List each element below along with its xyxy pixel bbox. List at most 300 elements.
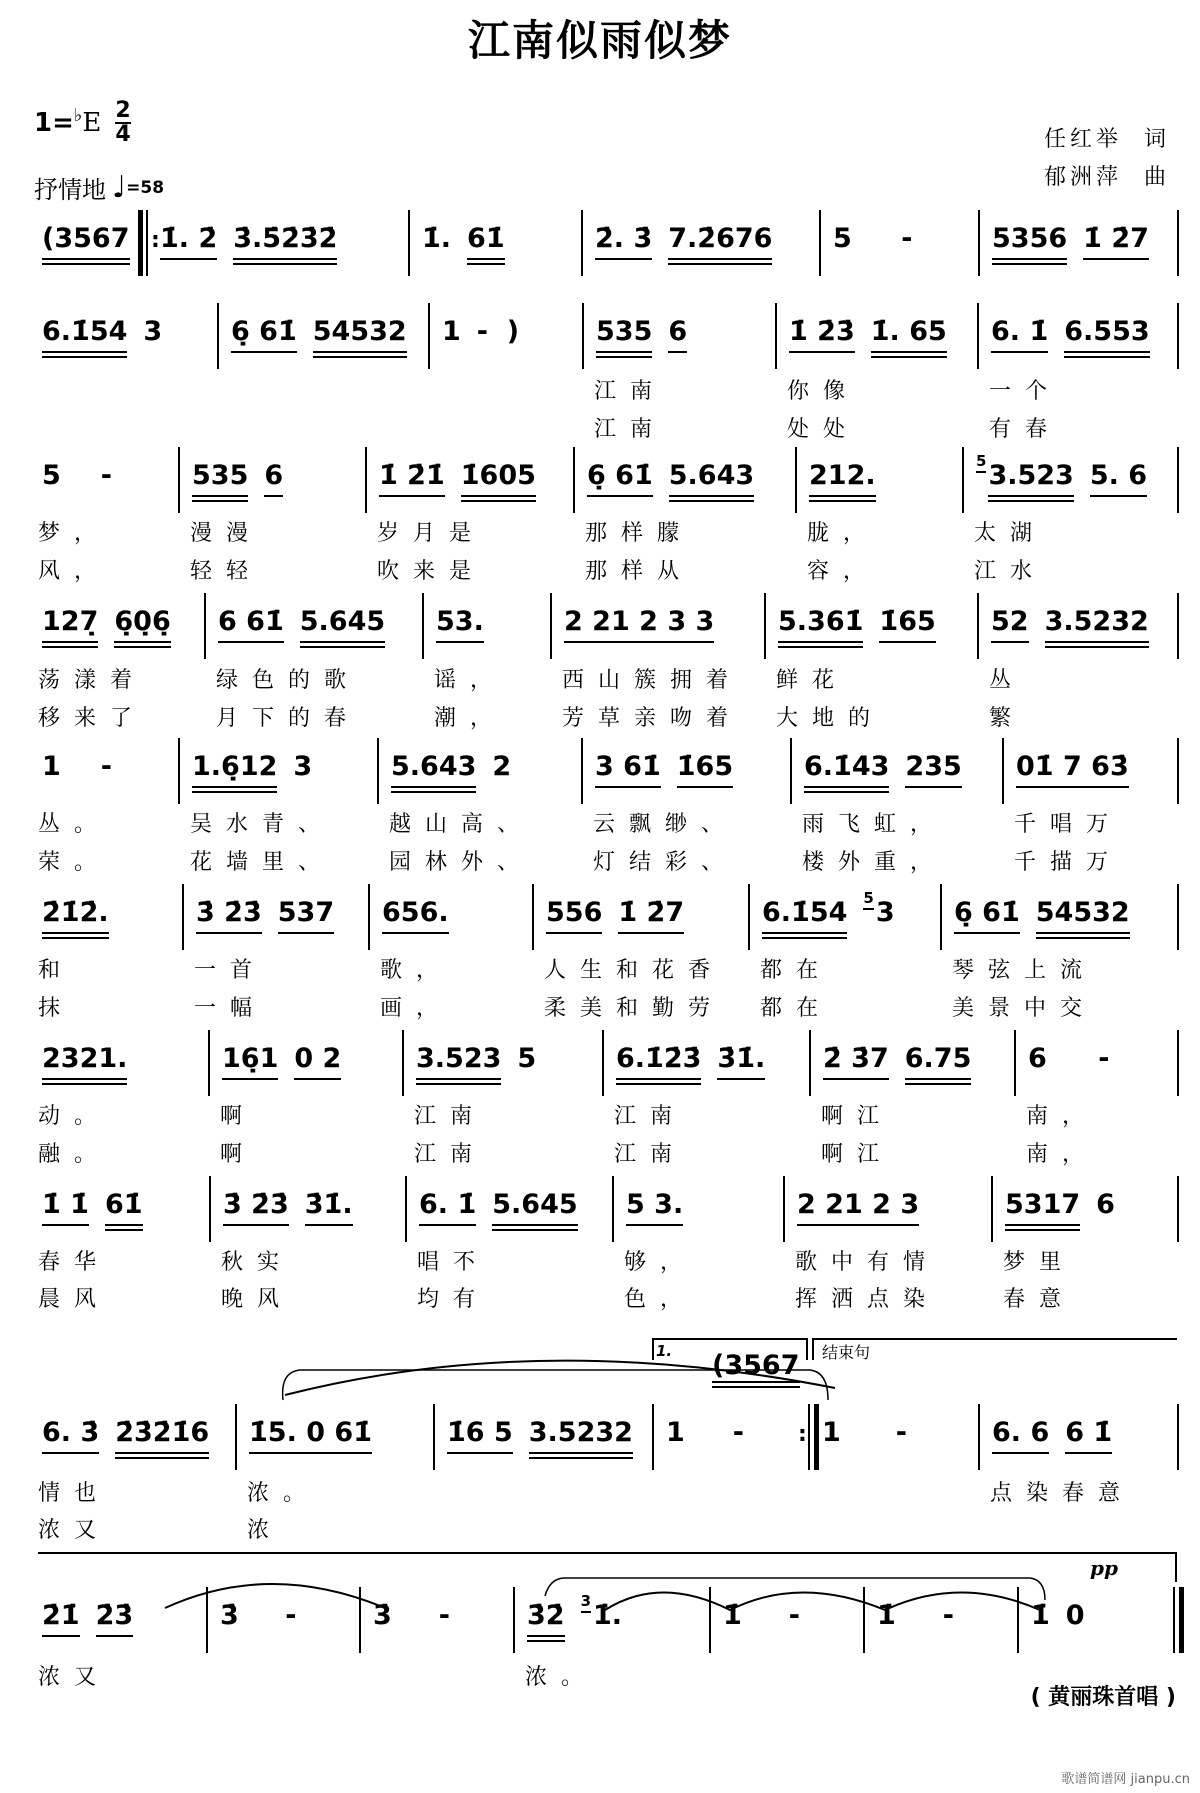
measure — [212, 1599, 361, 1649]
lyric-syllables: 动。 — [38, 1104, 111, 1129]
measure — [825, 222, 980, 272]
note-group: 235 — [905, 750, 961, 788]
measure — [34, 896, 174, 946]
measure — [814, 1416, 980, 1466]
measure — [587, 222, 821, 272]
note-group: 2̇3̇ — [96, 1599, 134, 1637]
key-note: E — [82, 108, 102, 138]
lyric-syllables: 江水 — [974, 559, 1047, 584]
lyric-syllables: 云飘缈、 — [593, 812, 738, 837]
lyric-syllables: 吴水青、 — [190, 812, 335, 837]
staff-system — [0, 1408, 1200, 1478]
lyric-syllables: 有春 — [989, 417, 1062, 442]
measure — [770, 605, 979, 655]
measure — [984, 222, 1179, 272]
lyric-syllables: 月下的春 — [216, 706, 361, 731]
note-group: 1̇ 2̇7 — [618, 896, 684, 934]
lyric-syllables: 丛。 — [38, 812, 111, 837]
quarter-note-icon: ♩ — [112, 170, 127, 205]
time-bottom: 4 — [115, 122, 131, 147]
note-group: 5. 6 — [1090, 459, 1147, 497]
measure — [34, 1042, 200, 1092]
note-group: 61̇ — [467, 222, 505, 260]
lyric-syllables: 柔美和勤劳 — [544, 996, 725, 1021]
measure — [434, 315, 584, 365]
note-group: 3̇ — [220, 1600, 239, 1631]
lyric-syllables: 融。 — [38, 1142, 111, 1167]
note-group: 5356 — [992, 222, 1067, 260]
lyric-syllables: 一个 — [989, 379, 1062, 404]
note-group: 556 — [546, 896, 602, 934]
measure — [371, 459, 575, 509]
note-group: 6 — [264, 459, 283, 497]
note-group: 6. 3̇ — [42, 1416, 99, 1454]
note-group: 5 — [517, 1043, 537, 1074]
note-group: 6̣ 61̇ — [231, 315, 297, 353]
note-group: 5.645 — [300, 605, 385, 643]
measure — [408, 1042, 604, 1092]
note-group: 1 — [442, 316, 461, 347]
note-group: 52 — [991, 605, 1029, 643]
measure — [428, 605, 552, 655]
measure — [214, 1042, 404, 1092]
measure — [34, 1599, 198, 1649]
measure — [383, 750, 583, 800]
lyric-syllables: 春华 — [38, 1250, 111, 1275]
coda-tick — [812, 1338, 814, 1360]
measure — [1023, 1599, 1175, 1649]
barline — [178, 738, 180, 804]
lyric-syllables: 秋实 — [221, 1250, 294, 1275]
lyric-syllables: 漫漫 — [190, 521, 263, 546]
lyric-syllables: 都在 — [760, 996, 833, 1021]
note-group: 1.6̣12 — [192, 750, 277, 788]
staff-system — [0, 214, 1200, 284]
note-group: 3̇2̇ — [527, 1599, 565, 1637]
note-group: 3 61̇ — [595, 750, 661, 788]
note-group: 5 3. — [626, 1188, 683, 1226]
barline — [182, 884, 184, 950]
note-group: 1̇ — [877, 1600, 896, 1631]
note-group: 6.1̇54 — [762, 896, 847, 934]
note-group: 1̇6 5 — [447, 1416, 513, 1454]
measure — [215, 1188, 407, 1238]
note-group: 6.1̇43 — [804, 750, 889, 788]
lyric-syllables: 西山簇拥着 — [562, 668, 743, 693]
staff-system — [0, 1180, 1200, 1250]
measure — [34, 1188, 201, 1238]
note-group: 6̣0̣6̣ — [114, 605, 170, 643]
measure — [579, 459, 797, 509]
note-group: - ) — [476, 316, 520, 347]
note-group: 01̇ 7 63̇ — [1016, 750, 1129, 788]
repeat-start-barline — [146, 210, 148, 276]
lyric-syllables: 够， — [624, 1250, 697, 1275]
lyric-syllables: 楼外重， — [802, 850, 947, 875]
note-group: 0 2 — [294, 1042, 341, 1080]
lyric-syllables: 谣， — [434, 668, 507, 693]
measure — [789, 1188, 993, 1238]
measure — [210, 605, 424, 655]
note-group: 2 21 2 3 — [797, 1188, 919, 1226]
lyric-syllables: 琴弦上流 — [952, 958, 1097, 983]
note-group: 3.523 — [988, 459, 1073, 497]
lyric-syllables: 美景中交 — [952, 996, 1097, 1021]
measure — [414, 222, 583, 272]
note-group: 1̇ — [723, 1600, 742, 1631]
note-group: 127̣ — [42, 605, 98, 643]
note-group: 5 — [42, 460, 61, 491]
measure — [983, 605, 1179, 655]
lyric-syllables: 移来了 — [38, 706, 147, 731]
note-group: (3567 — [42, 222, 130, 260]
note-group: 212. — [809, 459, 876, 497]
first-ending-label: 1. — [656, 1342, 673, 1360]
lyric-syllables: 一幅 — [194, 996, 267, 1021]
lyric-syllables: 处处 — [787, 417, 860, 442]
note-group: 54532 — [313, 315, 407, 353]
note-group: 3.5232 — [1045, 605, 1149, 643]
note-group: 6.1̇2̇3̇ — [616, 1042, 701, 1080]
lyric-syllables: 挥洒点染 — [795, 1287, 940, 1312]
measure — [983, 315, 1179, 365]
lyric-syllables: 歌， — [380, 958, 453, 983]
lyric-syllables: 晨风 — [38, 1287, 111, 1312]
lyric-syllables: 啊 — [220, 1104, 257, 1129]
note-group: 3̇ 2̇3̇ — [223, 1188, 289, 1226]
note-group: 1̇ 1̇ — [42, 1188, 89, 1226]
intro-repeat-group: (3567 — [712, 1350, 800, 1381]
tempo-marking — [34, 170, 164, 205]
note-group: 3̇1̇. — [305, 1188, 353, 1226]
lyric-syllables: 浓。 — [525, 1665, 598, 1690]
grace-note: 3 — [581, 1593, 591, 1613]
note-group: 5.643 — [669, 459, 754, 497]
note-group: 2̇1̇2̇. — [42, 896, 109, 934]
measure — [188, 896, 370, 946]
measure — [34, 459, 170, 509]
measure — [869, 1599, 1019, 1649]
lyric-syllables: 江南 — [594, 417, 667, 442]
note-group: - — [1098, 1043, 1110, 1074]
lyric-syllables: 雨飞虹， — [802, 812, 947, 837]
note-group: 5.361̇ — [778, 605, 863, 643]
note-group: 7.2̇676 — [668, 222, 772, 260]
note-group: - — [788, 1600, 801, 1631]
first-ending-tick — [652, 1338, 654, 1360]
lyric-syllables: 园林外、 — [389, 850, 534, 875]
lyric-syllables: 越山高、 — [389, 812, 534, 837]
lyric-syllables: 抹 — [38, 996, 75, 1021]
time-signature — [115, 100, 130, 146]
lyric-syllables: 千描万 — [1014, 850, 1123, 875]
measure — [801, 459, 964, 509]
note-group: 53. — [436, 605, 484, 643]
lyric-syllables: 荡漾着 — [38, 668, 147, 693]
lyric-syllables: 荣。 — [38, 850, 111, 875]
first-ending-bracket — [652, 1338, 808, 1340]
note-group: 6 1̇ — [1065, 1416, 1112, 1454]
note-group: 656. — [382, 896, 449, 934]
composer-role: 曲 — [1143, 165, 1170, 190]
lyric-syllables: 千唱万 — [1014, 812, 1123, 837]
flat-icon: ♭ — [73, 104, 83, 126]
measure — [184, 459, 367, 509]
note-group: 1̇. — [593, 1600, 623, 1631]
note-group: 6. 6 — [992, 1416, 1049, 1454]
lyric-syllables: 江南 — [414, 1104, 487, 1129]
note-group: 5.645 — [492, 1188, 577, 1226]
note-group: 5.643 — [391, 750, 476, 788]
key-prefix: 1= — [34, 108, 74, 138]
note-group: - — [100, 460, 113, 491]
performer-credit: ( 黄丽珠首唱 ) — [1030, 1685, 1176, 1710]
lyric-syllables: 都在 — [760, 958, 833, 983]
note-group: - — [100, 751, 113, 782]
note-group: 1̇ — [1031, 1600, 1050, 1631]
measure — [34, 750, 170, 800]
note-group: 6.553 — [1064, 315, 1149, 353]
expression-text: 抒情地 — [34, 176, 106, 204]
measure — [608, 1042, 811, 1092]
grace-note: 5 — [976, 453, 986, 473]
composer-credit — [1044, 160, 1170, 191]
note-group: 3̇ 2̇3̇ — [196, 896, 262, 934]
measure — [658, 1416, 810, 1466]
song-title: 江南似雨似梦 — [467, 16, 732, 65]
measure — [618, 1188, 785, 1238]
lyric-syllables: 吹来是 — [377, 559, 486, 584]
lyricist-credit — [1044, 122, 1170, 153]
measure — [796, 750, 1004, 800]
note-group: 6 — [668, 315, 687, 353]
final-system-line — [38, 1552, 1177, 1554]
lyric-syllables: 晚风 — [221, 1287, 294, 1312]
measure — [588, 315, 777, 365]
lyric-syllables: 南， — [1026, 1104, 1099, 1129]
lyric-syllables: 风， — [38, 559, 111, 584]
note-group: 3 — [143, 316, 163, 347]
note-group: 2̇ 3̇7 — [823, 1042, 889, 1080]
note-group: 3̇.5̇2̇3̇2̇ — [233, 222, 337, 260]
lyric-syllables: 你像 — [787, 379, 860, 404]
barline — [217, 303, 219, 369]
note-group: 2 21 2 3 3 — [564, 605, 714, 643]
lyric-syllables: 浓又 — [38, 1665, 111, 1690]
lyric-syllables: 绿色的歌 — [216, 668, 361, 693]
measure — [556, 605, 766, 655]
composer-name: 郁洲萍 — [1043, 165, 1122, 190]
staff-system — [0, 1034, 1200, 1104]
note-group: 1̇ 2̇7 — [1083, 222, 1149, 260]
lyric-syllables: 江南 — [614, 1142, 687, 1167]
staff-system — [0, 307, 1200, 377]
note-group: 1̇ 2̇3̇ — [789, 315, 855, 353]
final-system-line-tick — [1175, 1552, 1177, 1582]
barline — [208, 1030, 210, 1096]
note-group: 1̇65 — [677, 750, 733, 788]
lyric-syllables: 那样从 — [585, 559, 694, 584]
measure — [365, 1599, 515, 1649]
lyric-syllables: 点染春意 — [990, 1481, 1135, 1506]
lyric-syllables: 江南 — [414, 1142, 487, 1167]
note-group: 6 61̇ — [218, 605, 284, 643]
lyric-syllables: 和 — [38, 958, 75, 983]
grace-note: 5 — [863, 890, 873, 910]
note-group: 3.5232 — [529, 1416, 633, 1454]
note-group: 3 — [875, 897, 895, 928]
lyric-syllables: 潮， — [434, 706, 507, 731]
lyric-syllables: 岁月是 — [377, 521, 486, 546]
lyric-syllables: 鲜花 — [776, 668, 849, 693]
measure — [374, 896, 534, 946]
note-group: 6.75 — [905, 1042, 972, 1080]
lyric-syllables: 江南 — [614, 1104, 687, 1129]
measure — [241, 1416, 435, 1466]
lyric-syllables: 繁 — [989, 706, 1026, 731]
measure — [411, 1188, 614, 1238]
measure — [34, 315, 209, 365]
note-group: 535 — [192, 459, 248, 497]
lyric-syllables: 容， — [807, 559, 880, 584]
note-group: 1̇. 65 — [871, 315, 947, 353]
note-group: 1 — [822, 1417, 841, 1448]
time-top: 2 — [115, 98, 131, 123]
measure — [538, 896, 750, 946]
lyric-syllables: 均有 — [417, 1287, 490, 1312]
staff-system — [0, 888, 1200, 958]
note-group: 1̇65 — [879, 605, 935, 643]
lyric-syllables: 梦， — [38, 521, 111, 546]
measure — [34, 222, 138, 272]
lyric-syllables: 歌中有情 — [795, 1250, 940, 1275]
lyric-syllables: 浓又 — [38, 1518, 111, 1543]
dynamic-marking: pp — [1090, 1556, 1118, 1580]
note-group: 6 — [1096, 1189, 1115, 1220]
note-group: 3̇1̇. — [717, 1042, 765, 1080]
measure — [997, 1188, 1179, 1238]
barline — [235, 1404, 237, 1470]
note-group: 1̇5. 0 61̇ — [249, 1416, 372, 1454]
staff-system — [0, 742, 1200, 812]
note-group: 3 — [293, 751, 313, 782]
note-group: 6 — [1028, 1043, 1047, 1074]
measure — [715, 1599, 865, 1649]
note-group: 6̣ 61̇ — [954, 896, 1020, 934]
lyric-syllables: 色， — [624, 1287, 697, 1312]
staff-system — [0, 1591, 1200, 1661]
measure — [152, 222, 410, 272]
note-group: 1̇ 2̇1̇ — [379, 459, 445, 497]
lyric-syllables: 灯结彩、 — [593, 850, 738, 875]
note-group: - — [895, 1417, 908, 1448]
note-group: 61̇ — [105, 1188, 143, 1226]
note-group: 3.523 — [416, 1042, 501, 1080]
note-group: - — [438, 1600, 451, 1631]
measure — [34, 1416, 227, 1466]
measure — [34, 605, 196, 655]
lyric-syllables: 胧， — [807, 521, 880, 546]
note-group: 54532 — [1036, 896, 1130, 934]
lyric-syllables: 一首 — [194, 958, 267, 983]
lyric-syllables: 画， — [380, 996, 453, 1021]
measure — [815, 1042, 1016, 1092]
lyric-syllables: 春意 — [1003, 1287, 1076, 1312]
note-group: 3̇ — [373, 1600, 392, 1631]
note-group: 2321. — [42, 1042, 127, 1080]
staff-system — [0, 597, 1200, 667]
lyric-syllables: 太湖 — [974, 521, 1047, 546]
lyric-syllables: 南， — [1026, 1142, 1099, 1167]
lyric-syllables: 花墙里、 — [190, 850, 335, 875]
measure — [439, 1416, 654, 1466]
barline — [209, 1176, 211, 1242]
bpm-value: =58 — [126, 177, 165, 198]
barline — [204, 593, 206, 659]
lyric-syllables: 情也 — [38, 1481, 111, 1506]
lyric-syllables: 轻轻 — [190, 559, 263, 584]
note-group: 5 — [833, 223, 852, 254]
note-group: - — [285, 1600, 297, 1631]
coda-label: 结束句 — [822, 1343, 871, 1362]
measure — [587, 750, 792, 800]
measure — [781, 315, 979, 365]
note-group: 5317 — [1005, 1188, 1080, 1226]
note-group: 537 — [278, 896, 334, 934]
note-group: 6̣ 61̇ — [587, 459, 653, 497]
lyricist-role: 词 — [1143, 127, 1170, 152]
intro-repeat-notes — [712, 1350, 800, 1381]
lyric-syllables: 啊江 — [821, 1104, 894, 1129]
note-group: 2̇. 3̇ — [595, 222, 652, 260]
lyric-syllables: 浓 — [247, 1518, 284, 1543]
note-group: - — [942, 1600, 955, 1631]
measure — [754, 889, 942, 946]
key-signature — [34, 100, 131, 146]
note-group: 6. 1̇ — [991, 315, 1048, 353]
measure — [984, 1416, 1179, 1466]
lyric-syllables: 浓。 — [247, 1481, 320, 1506]
staff-system — [0, 451, 1200, 521]
measure — [1020, 1042, 1179, 1092]
note-group: 1̇605 — [461, 459, 536, 497]
note-group: 6. 1̇ — [419, 1188, 476, 1226]
note-group: 2̇1̇ — [42, 1599, 80, 1637]
note-group: 2 — [492, 751, 512, 782]
note-group: 1̇. — [422, 223, 452, 254]
note-group: - — [732, 1417, 745, 1448]
note-group: 535 — [596, 315, 652, 353]
note-group: 1 — [42, 751, 61, 782]
note-group: 0 — [1065, 1600, 1085, 1631]
measure — [968, 452, 1179, 509]
barline — [206, 1587, 208, 1653]
measure — [1008, 750, 1179, 800]
note-group: 2̇3̇2̇1̇6 — [115, 1416, 209, 1454]
first-ending-tick — [806, 1338, 808, 1360]
barline — [178, 447, 180, 513]
note-group: 6.1̇54 — [42, 315, 127, 353]
lyric-syllables: 唱不 — [417, 1250, 490, 1275]
lyric-syllables: 梦里 — [1003, 1250, 1076, 1275]
note-group: 16̣1 — [222, 1042, 278, 1080]
watermark: 歌谱简谱网 jianpu.cn — [1061, 1772, 1190, 1787]
lyric-syllables: 那样朦 — [585, 521, 694, 546]
lyricist-name: 任红举 — [1043, 127, 1122, 152]
note-group: 1 — [666, 1417, 685, 1448]
measure — [519, 1592, 711, 1649]
lyric-syllables: 人生和花香 — [544, 958, 725, 983]
